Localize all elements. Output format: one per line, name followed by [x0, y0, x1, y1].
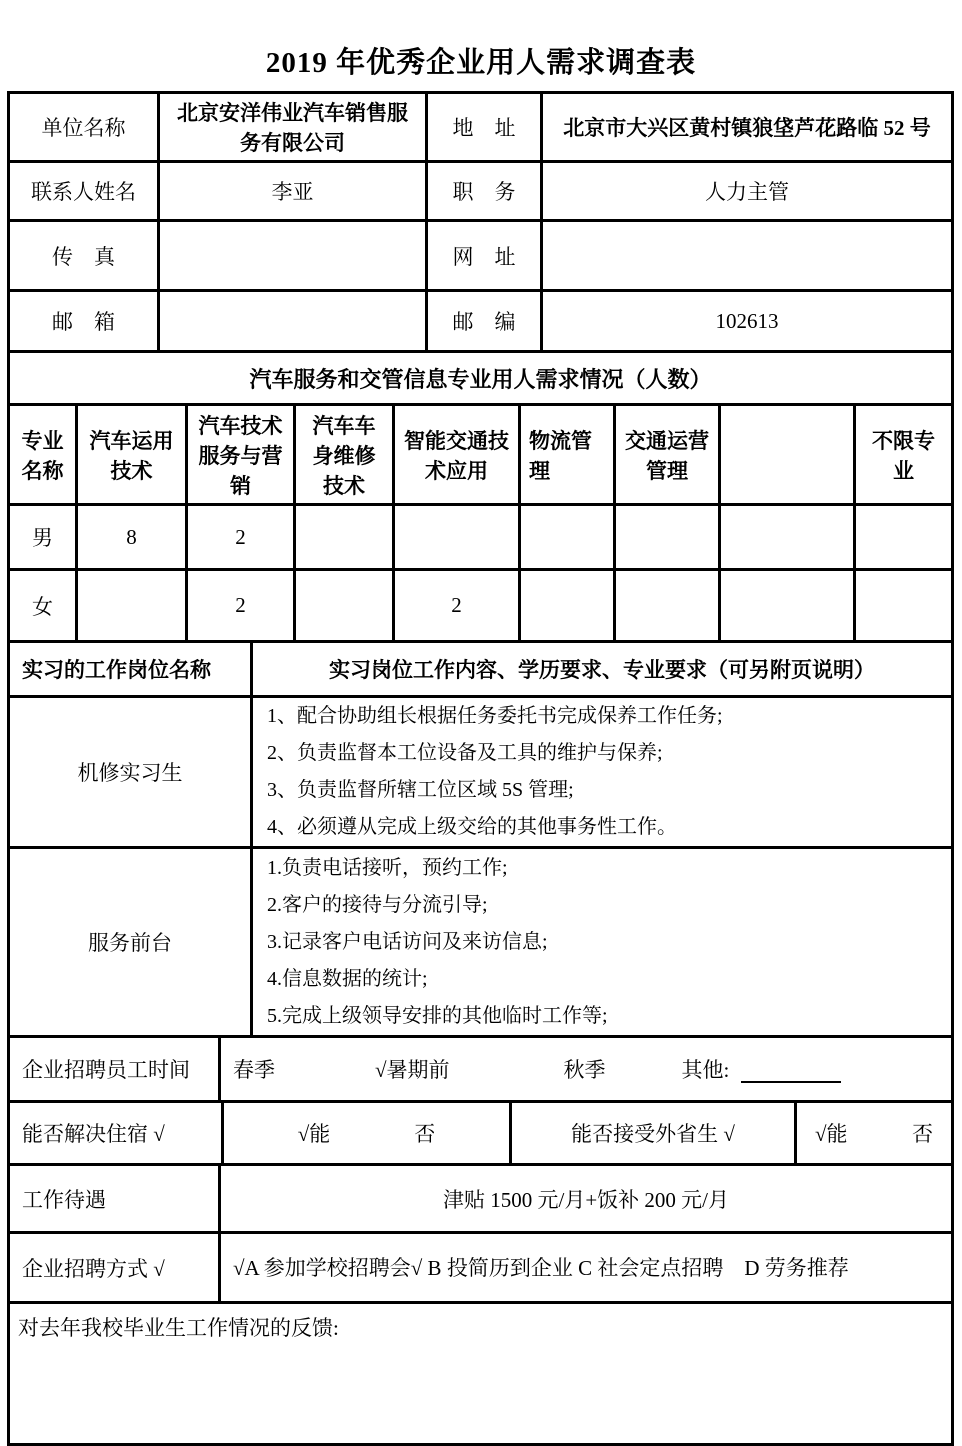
specialty-row-header: 专业名称 — [10, 406, 78, 503]
female-count-3[interactable] — [296, 571, 395, 640]
unit-name-value: 北京安洋伟业汽车销售服务有限公司 — [160, 94, 428, 160]
table-row-specialty-header — [10, 406, 951, 506]
position-duties-mechanic — [253, 698, 951, 846]
province-no[interactable]: 否 — [912, 1122, 933, 1146]
method-label: 企业招聘方式 √ — [10, 1234, 221, 1301]
internship-desc-header: 实习岗位工作内容、学历要求、专业要求（可另附页说明） — [329, 658, 875, 682]
male-row-label: 男 — [10, 506, 78, 568]
email-value-field[interactable] — [160, 292, 428, 350]
duty-line: 3、负责监督所辖工位区域 5S 管理; — [267, 779, 574, 801]
fax-value-field[interactable] — [160, 222, 428, 289]
table-row-method — [10, 1234, 951, 1304]
table-row-email — [10, 292, 951, 353]
duty-line: 2、负责监督本工位设备及工具的维护与保养; — [267, 742, 663, 764]
table-row-contact — [10, 163, 951, 222]
housing-yes-checked[interactable]: √能 — [297, 1122, 331, 1146]
male-count-3[interactable] — [296, 506, 395, 568]
option-autumn[interactable]: 秋季 — [563, 1058, 606, 1082]
demand-section-title: 汽车服务和交管信息专业用人需求情况（人数） — [249, 366, 712, 392]
postcode-label: 邮 编 — [428, 292, 543, 350]
survey-form-page — [0, 40, 962, 1446]
option-summer-checked[interactable]: √暑期前 — [375, 1058, 450, 1082]
table-row-housing — [10, 1103, 951, 1166]
male-count-8[interactable] — [856, 506, 951, 568]
position-duties-frontdesk — [253, 849, 951, 1035]
male-count-6[interactable] — [616, 506, 721, 568]
other-blank-field[interactable] — [741, 1055, 841, 1083]
table-row-recruit-time — [10, 1038, 951, 1103]
internship-position-header: 实习的工作岗位名称 — [10, 643, 253, 695]
treatment-label: 工作待遇 — [10, 1166, 221, 1231]
table-row-fax — [10, 222, 951, 292]
specialty-col-3: 汽车车身维修技术 — [296, 406, 395, 503]
address-value: 北京市大兴区黄村镇狼垡芦花路临 52 号 — [563, 116, 931, 140]
website-value-field[interactable] — [543, 222, 951, 289]
fax-label: 传 真 — [10, 222, 160, 289]
specialty-col-7-empty — [721, 406, 856, 503]
male-count-5[interactable] — [521, 506, 616, 568]
postcode-value: 102613 — [715, 308, 779, 333]
female-count-4[interactable]: 2 — [395, 571, 521, 640]
male-count-7[interactable] — [721, 506, 856, 568]
treatment-value: 津贴 1500 元/月+饭补 200 元/月 — [442, 1187, 729, 1212]
female-count-1[interactable] — [78, 571, 188, 640]
out-of-province-label: 能否接受外省生 √ — [512, 1103, 797, 1163]
housing-no[interactable]: 否 — [414, 1122, 436, 1146]
contact-name-value: 李亚 — [160, 163, 428, 219]
duty-line: 1.负责电话接听，预约工作; — [267, 856, 508, 879]
male-count-1[interactable]: 8 — [78, 506, 188, 568]
specialty-col-1: 汽车运用技术 — [78, 406, 188, 503]
specialty-col-4: 智能交通技术应用 — [395, 406, 521, 503]
table-row-female — [10, 571, 951, 643]
male-count-4[interactable] — [395, 506, 521, 568]
position-name-frontdesk: 服务前台 — [10, 849, 253, 1035]
specialty-col-2: 汽车技术服务与营销 — [188, 406, 296, 503]
female-row-label: 女 — [10, 571, 78, 640]
male-count-2[interactable]: 2 — [188, 506, 296, 568]
duty-line: 1、配合协助组长根据任务委托书完成保养工作任务; — [267, 705, 723, 727]
table-row-position-mechanic — [10, 698, 951, 849]
female-count-2[interactable]: 2 — [188, 571, 296, 640]
table-row-unit — [10, 94, 951, 163]
recruit-time-label: 企业招聘员工时间 — [10, 1038, 221, 1100]
page-title: 2019 年优秀企业用人需求调查表 — [265, 47, 697, 79]
unit-name-label: 单位名称 — [10, 94, 160, 160]
specialty-col-8: 不限专业 — [872, 428, 935, 483]
option-other-label: 其他: — [681, 1058, 730, 1082]
table-row-position-frontdesk — [10, 849, 951, 1038]
female-count-5[interactable] — [521, 571, 616, 640]
position-value: 人力主管 — [705, 180, 789, 204]
email-label: 邮 箱 — [10, 292, 160, 350]
table-row-treatment — [10, 1166, 951, 1234]
website-label: 网 址 — [428, 222, 543, 289]
housing-answer — [224, 1103, 512, 1163]
female-count-6[interactable] — [616, 571, 721, 640]
method-options — [221, 1234, 951, 1301]
duty-line: 2.客户的接待与分流引导; — [267, 893, 488, 916]
duty-line: 4、必须遵从完成上级交给的其他事务性工作。 — [267, 816, 677, 838]
province-yes-checked[interactable]: √能 — [815, 1122, 848, 1146]
table-row-internship-header — [10, 643, 951, 698]
survey-table — [7, 91, 954, 1446]
table-row-feedback — [10, 1304, 951, 1443]
table-row-section-header — [10, 353, 951, 406]
specialty-col-6: 交通运营管理 — [616, 406, 721, 503]
position-label: 职 务 — [428, 163, 543, 219]
duty-line: 3.记录客户电话访问及来访信息; — [267, 930, 548, 953]
method-options-text[interactable]: √A 参加学校招聘会√ B 投简历到企业 C 社会定点招聘 D 劳务推荐 — [233, 1255, 849, 1280]
female-count-7[interactable] — [721, 571, 856, 640]
contact-name-label: 联系人姓名 — [10, 163, 160, 219]
position-name-mechanic: 机修实习生 — [10, 698, 253, 846]
option-spring[interactable]: 春季 — [233, 1058, 275, 1082]
duty-line: 5.完成上级领导安排的其他临时工作等; — [267, 1004, 608, 1027]
out-of-province-answer — [797, 1103, 951, 1163]
specialty-col-5: 物流管理 — [521, 406, 616, 503]
duty-line: 4.信息数据的统计; — [267, 967, 428, 990]
address-label: 地 址 — [428, 94, 543, 160]
female-count-8[interactable] — [856, 571, 951, 640]
recruit-time-options — [221, 1038, 951, 1100]
housing-label: 能否解决住宿 √ — [10, 1103, 224, 1163]
feedback-area[interactable]: 对去年我校毕业生工作情况的反馈: — [18, 1316, 339, 1340]
table-row-male — [10, 506, 951, 571]
